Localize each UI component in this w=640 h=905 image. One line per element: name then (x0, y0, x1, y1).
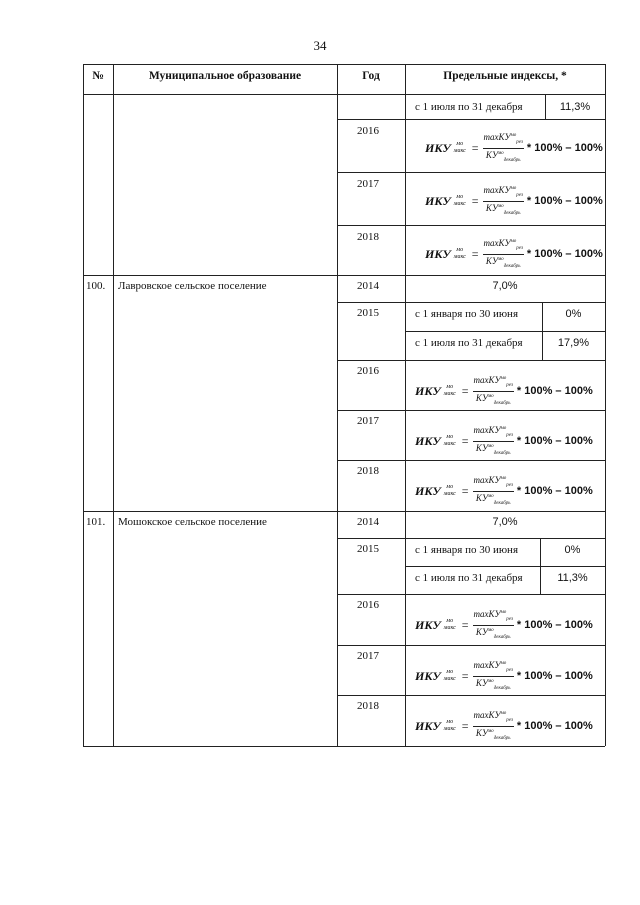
column-divider (337, 275, 338, 511)
municipality-name: Лавровское сельское поселение (118, 280, 267, 292)
row-divider (337, 360, 605, 361)
page-number: 34 (313, 38, 327, 53)
row-divider (83, 746, 605, 747)
year-cell: 2016 (357, 125, 379, 137)
year-cell: 2016 (357, 365, 379, 377)
row-divider (337, 172, 605, 173)
row-number: 100. (86, 280, 106, 292)
index-formula: ИКУ мо макс = $\frac{\max KУ^{мо}_{рез}}{KУ^{мо}_{декабрь}}$ * 100% – 100% (415, 425, 593, 456)
column-divider (113, 275, 114, 511)
row-divider (83, 511, 605, 512)
year-cell: 2017 (357, 178, 379, 190)
column-divider (83, 275, 84, 511)
row-divider (83, 275, 605, 276)
row-divider (405, 566, 605, 567)
index-formula: ИКУ мо макс = $\frac{\max KУ^{мо}_{рез}}{KУ^{мо}_{декабрь}}$ * 100% – 100% (415, 710, 593, 741)
column-divider (605, 64, 606, 94)
column-header-year: Год (362, 70, 380, 82)
year-cell: 2017 (357, 650, 379, 662)
column-header-indices: Предельные индексы, * (443, 70, 567, 82)
year-cell: 2014 (357, 280, 379, 292)
index-value: 17,9% (557, 337, 590, 349)
index-formula: ИКУ мо макс = $\frac{\max KУ^{мо}_{рез}}{KУ^{мо}_{декабрь}}$ * 100% – 100% (415, 475, 593, 506)
period-label: с 1 июля по 31 декабря (415, 101, 523, 113)
row-divider (337, 119, 605, 120)
year-cell: 2018 (357, 465, 379, 477)
period-label: с 1 июля по 31 декабря (415, 572, 523, 584)
column-divider (605, 511, 606, 746)
index-value: 0% (565, 308, 582, 320)
period-label: с 1 июля по 31 декабря (415, 337, 523, 349)
column-divider (113, 511, 114, 746)
row-divider (405, 331, 605, 332)
municipality-name: Мошокское сельское поселение (118, 516, 267, 528)
year-cell: 2014 (357, 516, 379, 528)
column-divider (337, 511, 338, 746)
column-divider (605, 94, 606, 275)
column-header-number: № (92, 70, 104, 82)
row-divider (337, 410, 605, 411)
period-label: с 1 января по 30 июня (415, 544, 519, 556)
year-cell: 2015 (357, 307, 379, 319)
row-divider (337, 302, 605, 303)
year-cell: 2018 (357, 231, 379, 243)
column-divider (83, 511, 84, 746)
index-formula: ИКУ мо макс = $\frac{\max KУ^{мо}_{рез}}{KУ^{мо}_{декабрь}}$ * 100% – 100% (425, 132, 603, 163)
column-divider (337, 94, 338, 275)
row-divider (337, 225, 605, 226)
row-divider (337, 695, 605, 696)
index-formula: ИКУ мо макс = $\frac{\max KУ^{мо}_{рез}}{KУ^{мо}_{декабрь}}$ * 100% – 100% (415, 660, 593, 691)
index-value: 11,3% (557, 572, 588, 584)
column-divider (113, 94, 114, 275)
index-formula: ИКУ мо макс = $\frac{\max KУ^{мо}_{рез}}{KУ^{мо}_{декабрь}}$ * 100% – 100% (425, 185, 603, 216)
index-value: 7,0% (492, 516, 518, 528)
column-divider (83, 94, 84, 275)
year-cell: 2018 (357, 700, 379, 712)
index-value: 7,0% (492, 280, 518, 292)
row-divider (337, 538, 605, 539)
row-divider (337, 645, 605, 646)
period-label: с 1 января по 30 июня (415, 308, 519, 320)
column-divider (605, 275, 606, 511)
column-header-municipality: Муниципальное образование (148, 70, 302, 82)
index-value: 0% (564, 544, 581, 556)
index-formula: ИКУ мо макс = $\frac{\max KУ^{мо}_{рез}}{KУ^{мо}_{декабрь}}$ * 100% – 100% (415, 609, 593, 640)
row-divider (83, 64, 605, 65)
row-divider (83, 94, 605, 95)
year-cell: 2016 (357, 599, 379, 611)
row-number: 101. (86, 516, 106, 528)
row-divider (337, 594, 605, 595)
column-divider (405, 94, 406, 275)
index-formula: ИКУ мо макс = $\frac{\max KУ^{мо}_{рез}}{KУ^{мо}_{декабрь}}$ * 100% – 100% (425, 238, 603, 269)
row-divider (337, 460, 605, 461)
year-cell: 2015 (357, 543, 379, 555)
index-formula: ИКУ мо макс = $\frac{\max KУ^{мо}_{рез}}{KУ^{мо}_{декабрь}}$ * 100% – 100% (415, 375, 593, 406)
index-value: 11,3% (559, 101, 591, 113)
column-divider (405, 275, 406, 511)
year-cell: 2017 (357, 415, 379, 427)
column-divider (405, 511, 406, 746)
